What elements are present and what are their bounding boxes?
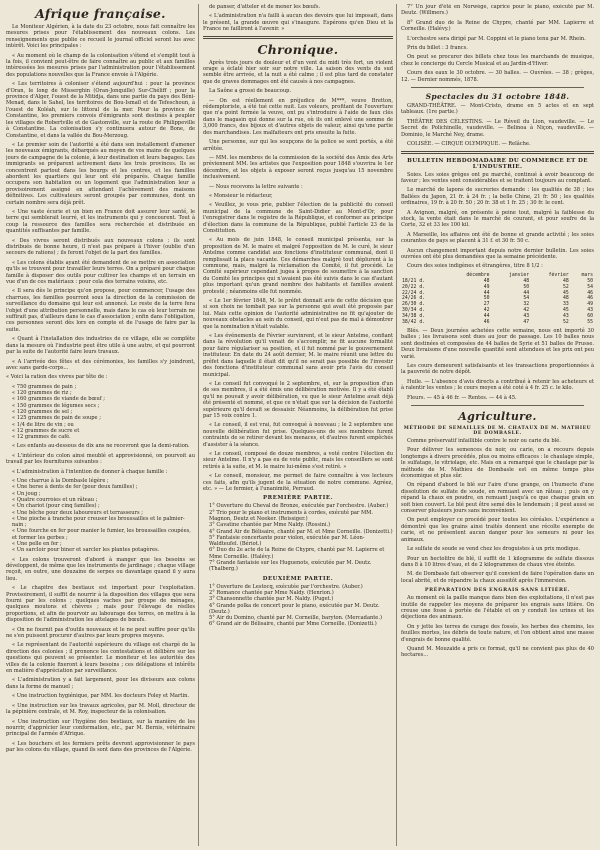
column-header: février <box>548 272 569 278</box>
paragraph: « Les colons établis ayant été demandent de se mettre en association qu'ils se trouvent pour travailler leurs terres. On a préparé pour chaque famille à disposer des outils pour cultiver les champs et un terrain en vue d'un de ces matériaux : pour cela des terrains voisins, etc. <box>6 259 195 286</box>
paragraph: — Nous recevons la lettre suivante : <box>209 183 303 190</box>
table-cell: 44 <box>523 290 530 296</box>
paragraph: Au moment où la paille manque dans bien des exploitations, il n'est pas inutile de rappeler les moyens de préparer les engrais sans litière. On creuse une fosse à portée de l'étable et on y conduit les urines et les déjections des animaux. <box>401 595 594 621</box>
spectacles-title: Spectacles du 31 octobre 1848. <box>425 92 570 102</box>
list-item: « 125 grammes de pain de soupe ; <box>12 415 101 422</box>
table-cell: 24/26 d. <box>402 296 426 302</box>
paragraph: « Veuillez, je vous prie, publier l'élection de la publicité du conseil municipal de la commune de Saint-Didier au Mont-d'Or, pour l'enregistrer dans le registre de la République, et conformer au principe d'élection dans la commune de la République, publié l'article 23 de la Constitution. <box>203 202 393 234</box>
paragraph: 7° Un jour d'été en Norwège, caprice pour le piano, exécuté par M. Deutz. (Willmers.) <box>401 4 594 17</box>
column-right <box>401 4 594 846</box>
list-item: 6° Duo du 2e acte de la Reine de Chypre, chanté par M. Lapierre et Mme Corneille. (Halévy.) <box>209 547 385 560</box>
paragraph: « Au moment où le champ de la colonisation s'étend et s'emplit tout à la fois, il convient peut-être de faire connaître au public et aux familles intéressées les mesures prises par l'administration pour l'établissement des populations nouvelles que la France envoie à l'Algérie. <box>6 52 195 78</box>
list-item: « Un chariot (pour cinq familles) ; <box>12 503 100 510</box>
paragraph: Une personne, sur qui les soupçons de la police se sont portés, a été arrêtée. <box>203 139 393 152</box>
ration-list <box>6 384 195 441</box>
paragraph: « Une instruction sur les travaux agricoles, par M. Moll, directeur de la pépinière centrale, et M. Roy, inspecteur de la colonisation. <box>6 702 195 716</box>
paragraph: GRAND-THÉÂTRE. — Mont-Cristo, drame en 5 actes et en sept tableaux. (1re partie.) <box>401 103 594 116</box>
paragraph: Quand M. Mouzaïde a pris ce format, qu'il ne convient pas plus de 40 hectares... <box>401 645 594 659</box>
column-rule <box>396 4 397 846</box>
list-item: 5° Fantaisie concertante pour violon, exécutée par M. Léon-Waldteufel. (Bériot.) <box>209 534 365 548</box>
list-item: 2° Romance chantée par Mme Naldy. (Henrion.) <box>209 589 334 596</box>
divider <box>411 405 584 406</box>
list-item: « 12 grammes de sucre et <box>12 427 80 434</box>
paragraph: Le marché de lapons de sucreries demande : les qualités de 38 ; les Ballées du Japon, 21 fr. à 24 fr. ; la belle Chine, 21 fr. 50 ; les qualités ordinaires, 19 fr. à 20 fr. 50 ; 20 fr. 38 et 1 fr. 25 ; 30 fr. le cent. <box>401 187 594 207</box>
list-item: 3° Chansonnette chantée par M. Naldy. (Puget.) <box>209 596 334 603</box>
paragraph: On peut employer ce procédé pour toutes les céréales. L'expérience a démontré que les grains ainsi traités donnent une récolte exempte de carie, et ne présentent aucun danger pour les semeurs ni pour les animaux. <box>401 517 594 543</box>
prep-subtitle: PRÉPARATION DES ENGRAIS SANS LITIÈRE. <box>424 587 571 594</box>
paragraph: Soies. Les soies grèges ont pu marché, continué à avoir beaucoup de faveur ; les ventes sont considérables et se traitent toujours au comptant. <box>401 171 594 184</box>
article-body <box>401 172 594 270</box>
paragraph: « Une instruction sur l'hygiène des bestiaux, sur la manière de les nourrir, d'apprécier leur conformation, etc., par M. Bernis, vétérinaire principal de l'armée d'Afrique. <box>6 718 195 738</box>
paragraph: A Avignon, malgré, on présente à peine tout, malgré la faiblesse du stock, la vente était dans le marché de courant, et pour soufre de la Corte, 32 et 33 les 100 kil. <box>401 209 594 229</box>
paragraph: « Les territoires à coloniser s'étend aujourd'hui : pour la province d'Oran, le long de Misserghin (Oran-Jonquille) Sur-Chéliff ; pour la province d'Alger, l'ouest de la Mitidja, dans une partie du pays des Béni-Menad, dans le Sahel, les territoires de Bou-Ismaïl et de Tefeschoun, à l'ouest de Koléah, sur le littoral de la mer. Pour la province de Constantine, les premiers convois d'émigrants sont destinés à peupler les villages de Robertville et de Gastonville, sur la route de Philippeville à Constantine. La colonisation s'y continuera autour de Bone, de Constantine, et dans la vallée du Bou-Merzoug. <box>6 81 195 139</box>
list-item: 2° Trio pour le piano et instruments à cordes, exécuté par MM. Magnon, Deutz et Neeker. (Reissiger.) <box>209 509 373 522</box>
section-title-agriculture: Agriculture. <box>458 410 537 423</box>
list-item: « Une fourche en fer pour manier le fumier, les broussailles coupées, et former les gerbes ; <box>12 528 191 541</box>
paragraph: « Une instruction hygiénique, par MM. les docteurs Foley et Martin. <box>12 693 189 700</box>
paragraph: Le sulfate de soude se vend chez les droguistes à un prix modique. <box>407 546 580 553</box>
paragraph: « Une vaste écurie et un bien en France doit assurer leur santé, le terre qui semblerait leurré, et les instruments qui y concourent. Tout à coup la ressource des familles sera recherchée et distribuée en quantités suffisantes par famille. <box>6 208 195 235</box>
table-cell: 48 <box>523 278 530 284</box>
list-item: « Quatre courroies et un râteau ; <box>12 496 98 503</box>
column-rule <box>198 4 199 846</box>
table-cell: 44 <box>483 314 490 320</box>
table-cell: 42 <box>483 308 490 314</box>
column-header: janvier <box>508 272 530 278</box>
table-cell: 43 <box>523 314 530 320</box>
paragraph: THÉÂTRE DES CÉLESTINS. — Le Réveil du Lion, vaudeville. — Le Secret de Polichinelle, vaudeville. — Belinoa à Niçon, vaudeville. — Dominio, le Marché Ney, drame. <box>401 118 594 138</box>
paragraph: Huile. — L'absence d'avis directs a contribué à retenir les acheteurs et à ralentir les ventes ; le cours moyen a été coté à 4 fr. 25 c. le kilo. <box>401 378 594 392</box>
paragraph: On peut se procurer des billets chez tous les marchands de musique, chez le concierge du Cercle Musical et au Jardin-d'Hiver. <box>401 54 594 67</box>
paragraph: « Monsieur le rédacteur, <box>209 192 273 199</box>
table-cell: 38/42 d. <box>402 320 426 326</box>
table-cell: 50 <box>523 284 530 290</box>
list-item: « 150 grammes de légumes secs ; <box>12 402 100 409</box>
paragraph: « Le 1er février 1848, M. le préfet donnait avis de cette décision que si son choix ne tombait pas sur la personne qui avait été proposée par lui. Mais cette opinion de l'autorité administrative ne fit qu'ajouter de nouveaux obstacles au sein du conseil, qui n'eut pas de mal à démontrer que la nomination n'était valable. <box>203 298 393 330</box>
list-item: 4° Grande polka de concert pour le piano, exécutée par M. Deutz. (Deutz.) <box>209 602 380 615</box>
table-cell: 34/38 d. <box>402 314 426 320</box>
spectacles-list <box>401 103 594 147</box>
list-item: 1° Ouverture de Lestocq, exécutée par l'orchestre. (Auber.) <box>209 583 363 590</box>
list-item: « 160 grammes de viande de bœuf ; <box>12 396 106 403</box>
list-item: 5° Air du Domino, chanté par M. Corneille, baryton. (Mercadante.) <box>209 615 382 622</box>
article-body <box>401 438 594 584</box>
table-cell: 44 <box>483 290 490 296</box>
list-item: « Une pelle en fer ; <box>12 540 62 547</box>
paragraph: « Le conseil, monsieur, me permet de faire connaître à vos lecteurs ces faits, afin qu'ils jugent de la situation de notre commune. Agréez, etc. » — Le fermier, à l'unanimité, Perraud. <box>203 473 393 492</box>
paragraph: Après trois jours de douleur et d'un vent du midi très fort, un violent orage a éclaté hier soir sur notre ville. La saison des vents du sud semble être arrivée, et la nuit a été calme ; il est plus tard de constater que de graves dommages ont été causés à nos campagnes. <box>203 59 393 85</box>
paragraph: « Quant à l'installation des industries de ce village, elle se complète dans la mesure où l'industrie peut être utile à une autre, et qui pourront par la suite de l'autorité faire leurs travaux. <box>6 336 195 356</box>
table-cell: 45 <box>563 308 569 314</box>
section-title-chronique: Chronique. <box>257 41 339 57</box>
paragraph: « Les colons trouveront d'abord à manger que les besoins se développent, de même que les instruments de jardinage ; chaque village reçoit, en outre, une douzaine de serpes ou davantage quand il y aura lieu. <box>6 556 195 582</box>
equipment-list <box>6 478 195 554</box>
bulletin-title: BULLETIN HEBDOMADAIRE DU COMMERCE ET DE L'INDUSTRIE. <box>407 157 588 170</box>
paragraph: « L'administration n'a failli à aucun des devoirs que lui imposait, dans le présent, la grande œuvre qui s'inaugure. Espérons qu'en Dieu et la France ne failliront à l'avenir. » <box>203 13 393 33</box>
table-cell: 20/22 d. <box>402 284 426 290</box>
program-part-2-heading: DEUXIÈME PARTIE. <box>262 575 334 582</box>
paragraph: M. de Dombasle fait observer qu'il convient de faire l'opération dans un local abrité, et de répandre la chaux aussitôt après l'immersion. <box>401 571 594 584</box>
column-left <box>6 4 195 846</box>
paragraph: Le Moniteur Algérien, à la date du 23 octobre, nous fait connaître les mesures prises pour l'établissement des nouveaux colons. Les renseignements que publie ce recueil le journal officiel seront lus avec intérêt. Voici les principales : <box>6 24 195 50</box>
table-cell: 26/30 d. <box>402 302 426 308</box>
table-cell: 47 <box>523 320 530 326</box>
table-cell: 50 <box>587 278 593 284</box>
list-item: 7° Grande fantaisie sur les Huguenots, exécutée par M. Deutz. (Thalberg.) <box>209 560 372 573</box>
table-cell: 48 <box>563 278 569 284</box>
list-item: « Une pioche à tranche pour creuser les broussailles et le palmier-nain ; <box>12 515 185 529</box>
list-item: « Une bêche pour deux laboureurs et terrasseurs ; <box>12 509 143 516</box>
paragraph: « Au mois de juin 1848, le conseil municipal présenta, sur la proposition de M. le maire et malgré l'opposition de M. le curé, le sieur Antelme comme candidat aux fonctions d'instituteur communal, dont il remplissait la place vacante. Ces démarches malgré tout déplurent à la commune, mais, malgré la réclamation du Comité, il fut procédé. Le Comité supérieur cependant jugea à propos de soumettre à la sanction du Comité les principes qui n'avaient pas été suivis dans le cas d'autant plus important qu'un grand nombre des habitants et familles avaient protesté ; néanmoins elle fut nommée. <box>203 237 393 295</box>
paragraph: « Il sera dès le principe qu'on propose, pour commencer, l'usage des charrues, les familles pourront sous la direction de la commission de surveillance du domaine qui leur est annoncé. Le reste de la terre fera l'objet d'une attribution personnelle, mais dans le cas où leur terrain ne suffirait pas, d'ailleurs dans le cas d'association ; enfin dans l'obligation, ces personnes seront dès lors en compte et de l'usage de faire par la suite. <box>6 288 195 333</box>
ration-intro: « Voici la ration des vivres par tête de : <box>6 374 108 381</box>
divider <box>401 151 594 154</box>
table-cell: 45 <box>563 290 569 296</box>
table-cell: 54 <box>587 284 593 290</box>
table-cell: 33 <box>563 302 569 308</box>
article-body <box>401 4 594 83</box>
paragraph: « Le chapitre des bestiaux est important pour l'exploitation. Provisoirement, il suffit de nourrir à la disposition des villages que sera fourni par les colons ; quelques vaches par groupe de ménages, quelques moutons et chèvres ; mais pour l'élevage de réelles proportions, et afin de pourvoir au labourage des terres, on mettra à la disposition de l'administration les attelages de bœufs. <box>6 585 195 624</box>
paragraph: Fleurs. — 45 à 46 fr. — Rentes. — 44 à 45. <box>407 394 517 401</box>
column-header: décembre <box>466 272 490 278</box>
table-cell: 32 <box>523 302 530 308</box>
program-part-1-heading: PREMIÈRE PARTIE. <box>262 495 334 502</box>
paragraph: « Les enfants au-dessous de dix ans ne recevront que la demi-ration. <box>12 443 190 450</box>
paragraph: Pour délivrer les semences du noir, ou carie, on a recours depuis longtemps à divers procédés, plus ou moins efficaces : le chaulage simple, le sulfatage, le vitriolage, etc. Mais on a remarqué que le chaulage par la méthode de M. Mathieu de Dombasle est en même temps plus économique et plus sûr. <box>401 447 594 480</box>
list-item: 6° Grand air de Bélisaire, chanté par Mme Corneille. (Donizetti.) <box>209 621 377 628</box>
paragraph: de panser, d'atteler et de mener les bœufs. <box>209 4 321 10</box>
table-cell: 55 <box>587 320 593 326</box>
paragraph: La Saône a grossi de beaucoup. <box>209 88 292 95</box>
paragraph: Comme préservatif infaillible contre le noir ou carie du blé. <box>407 438 561 444</box>
section-title-afrique: Afrique française. <box>35 6 166 21</box>
paragraph: Pour un hectolitre de blé, il suffit de 1 kilogramme de sulfate dissous dans 8 à 10 litres d'eau, et de 2 kilogrammes de chaux vive éteinte. <box>401 555 594 568</box>
table-cell: 46 <box>483 320 490 326</box>
paragraph: Les cours demeurent satisfaisants et les transactions proportionnées à la pauvreté de notre dépôt. <box>401 362 594 376</box>
table-cell: 48 <box>483 278 490 284</box>
paragraph: — MM. les membres de la commission de la société des Amis des Arts préviennent MM. les artistes que l'exposition pour 1848 s'ouvrira le 1er décembre, et les objets à exposer seront reçus jusqu'au 15 novembre inclusivement. <box>203 154 393 181</box>
table-cell: 54 <box>523 296 530 302</box>
table-row <box>401 320 594 326</box>
article-body <box>401 328 594 401</box>
paragraph: « Le conseil, composé de douze membres, a voté contre l'élection du sieur Antelme. Il n'y a pas eu de vote public, mais les conseillers se sont retirés à la suite, et M. le maire lui-même s'est retiré. » <box>203 450 393 470</box>
paragraph: COLISÉE. — CIRQUE OLYMPIQUE. — Relâche. <box>407 141 531 148</box>
list-item: « 120 grammes de riz ; <box>12 390 72 397</box>
table-cell: 52 <box>563 284 569 290</box>
list-item: « Une charrue à la Dombasle légère ; <box>12 478 109 485</box>
paragraph: 8° Grand duo de la Reine de Chypre, chanté par MM. Lapierre et Corneille. (Halévy.) <box>401 19 594 33</box>
table-cell: 46 <box>587 290 593 296</box>
table-cell: 52 <box>563 320 569 326</box>
table-cell: 27 <box>483 302 490 308</box>
list-item: 1° Ouverture du Cheval de Bronze, exécutée par l'orchestre. (Auber.) <box>209 503 389 510</box>
paragraph: Prix du billet : 3 francs. <box>407 45 468 52</box>
paragraph: On y jette les terres de curage des fossés, les herbes des chemins, les feuilles mortes, les débris de toute nature, et l'on obtient ainsi une masse d'engrais de bonne qualité. <box>401 623 594 643</box>
table-cell: 60 <box>587 314 593 320</box>
list-item: 4° Grand Air de Bélisaire, chanté par M. et Mme Corneille. (Donizetti.) <box>209 528 393 535</box>
paragraph: « On ne fournit pas d'outils nouveaux et le ne peut suffire pour qu'ils ne s'en puissent procurer d'autres par leurs propres moyens. <box>6 626 195 640</box>
table-cell: 50 <box>483 296 490 302</box>
table-cell: 42 <box>523 308 530 314</box>
table-cell: 46 <box>587 296 593 302</box>
paragraph: « Les bouchers et les fermiers prêts devront approvisionner le pays par les colons du village, quand ils sont dans des provinces de l'Algérie. <box>6 740 195 754</box>
article-body <box>6 24 195 371</box>
list-item: « Une herse à dents de fer (pour deux familles) ; <box>12 484 138 491</box>
paragraph: « A l'arrivée des fêtes et des cérémonies, les familles s'y joindront, avec sans garde-corps... <box>6 358 195 371</box>
article-body <box>401 595 594 659</box>
column-middle <box>203 4 393 846</box>
paragraph: On répand d'abord le blé sur l'aire d'une grange, on l'humecte d'une dissolution de sulfate de soude, en remuant avec un râteau ; puis on y répand la chaux en poudre, en remuant jusqu'à ce que chaque grain en soit bien couvert. Le blé peut être semé dès le lendemain ; il peut aussi se conserver plusieurs jours sans inconvénient. <box>401 482 594 515</box>
list-item: 3° Cavatine chantée par Mme Naldy. (Rossini.) <box>209 522 331 529</box>
paragraph: « Des vivres seront distribués aux nouveaux colons : ils sont distribués de bonne heure, il n'est pas préparé à l'hiver (oublie d'un secours de rations) ; ils feront l'objet de la part des familles. <box>6 237 195 257</box>
divider <box>411 87 584 88</box>
paragraph: « Le représentant de l'autorité supérieure du village est chargé de la direction des colonies ; il prononce les contestations et délibère sur les questions qui peuvent se présenter. Le moniteur et les autorités des villes de la colonie fixeront à leurs besoins ; ces délégations et intérêts en matière d'appréciation par surveillance. <box>6 642 195 675</box>
paragraph: Blés. — Deux journées achetées cette semaine, nous ont importé 30 balles ; les livraisons sont dues au jour de passage. Les 10 balles nous sont destinées et composées de 44 balles de Syrie et 51 balles de Prusse. Deux livraisons d'une nouvelle quantité sont attendues et les prix ont peu varié. <box>401 327 594 360</box>
divider <box>203 36 393 39</box>
article-body <box>6 557 195 754</box>
list-item: « 12 grammes de café. <box>12 434 71 441</box>
table-cell: 43 <box>563 314 569 320</box>
paragraph: A Marseille, les affaires ont été de bonne et grande activité ; les soies courantes de pays se placent à 31 f. et 30 fr. 50 c. <box>401 231 594 245</box>
list-item: « 120 grammes de sel ; <box>12 408 73 415</box>
table-cell: 22/24 d. <box>402 290 426 296</box>
paragraph: « Le conseil fut convoqué le 2 septembre, et, sur la proposition d'un de ses membres, il a été émis une délibération motivée. Il y a été établi qu'il ne pouvait y avoir délibération, vu que le sieur Antelme avait déjà été présenté et nommé, et que ce n'était que sur la décision de l'autorité supérieure qu'il devait se dessaisir. Néanmoins, la délibération fut prise par 15 voix contre 1. <box>203 380 393 419</box>
list-item: « 750 grammes de pain ; <box>12 383 77 390</box>
table-cell: 49 <box>587 302 593 308</box>
paragraph: « L'administration y a fait largement, pour les diviseurs aux colons dans la forme de manuel ; <box>6 677 195 690</box>
silk-rates-table <box>401 273 594 326</box>
paragraph: Cours des soies indigènes et étrangères, titre 8 1/2 : <box>407 263 543 270</box>
concert-program-list <box>203 503 393 572</box>
paragraph: — On est réellement en préjudice de M***, veuve Bretton, rédemptoriste, a été tué cette nuit. Les voleurs, profitant de l'ouverture que n'a point fermée la veuve, ont pu s'introduire à l'aide de faux clés dans le magasin qui donne sur la rue, où ils ont enlevé une somme de 3,000 francs, des bijoux et d'autres objets de valeur, ainsi qu'une partie des marchandises. Les malfaiteurs ont pris ensuite la fuite. <box>203 97 393 136</box>
table-cell: 48 <box>563 296 569 302</box>
list-item: « Un sarcloir pour biner et sarcler les plantes potagères. <box>12 547 160 554</box>
concert-program-list <box>203 584 393 628</box>
table-cell: 30/34 d. <box>402 308 426 314</box>
article-body <box>203 60 393 493</box>
list-item: « 1/4 de litre de vin ; ou <box>12 421 74 428</box>
paragraph: Aucun changement important depuis notre dernier bulletin. Les soies ouvrées ont été plus demandées que la semaine précédente. <box>401 247 594 260</box>
table-cell: 43 <box>587 308 593 314</box>
paragraph: « Le premier soin de l'autorité a été dans son installement d'amener les nouveaux émigrants, débarqués au moyen de vos mains de quelques jours de campagne de la colonie, à leur destination et leurs bagages. Les immigrants se préparent activement dans les trois provinces. Ils se concentrent partout dans les bourgs et les centres, et les familles abordent les quartiers qui leur ont été préparés. Chaque famille occupera son habitation ou un logement que l'administration leur a provisoirement assigné en attendant l'achèvement des maisons définitives. Les cultivateurs seront groupés par communes, dont un certain nombre sera déjà prêt. <box>6 141 195 206</box>
article-body <box>203 4 393 33</box>
paragraph: « Les événements de Février survinrent, et le sieur Antelme, confiant dans la révolution qu'il venait de s'accomplir, ne fit aucune formalité pour faire régulariser sa position, et il fut nommé par le gouvernement instituteur. En date du 24 août dernier, M. le maire réunit une lettre du préfet dans laquelle il était dit qu'il ne serait pas possible de l'investir des fonctions d'instituteur communal sans avoir pris l'avis du conseil municipal. <box>203 333 393 378</box>
paragraph: Cours des eaux le 30 octobre. — 30 balles. — Ouvrées. — 38 ; grèges, 12. — Dernier nommés, 1878. <box>401 70 594 83</box>
column-header: mars <box>581 272 593 278</box>
paragraph: « L'administration à l'intention de donner à chaque famille : <box>12 468 168 475</box>
table-cell: 18/21 d. <box>402 278 426 284</box>
list-item: « Un joug ; <box>12 490 41 497</box>
agriculture-subtitle: MÉTHODE DE SEMAILLES DE M. CHATAUX DE M. MATHIEU DE DOMBASLE. <box>403 426 592 436</box>
table-cell: 49 <box>483 284 490 290</box>
paragraph: L'orchestre sera dirigé par M. Coppini et le piano tenu par M. Rhein. <box>407 35 586 42</box>
article-body <box>6 443 195 475</box>
paragraph: « Le conseil, il est vrai, fut convoqué à nouveau ; le 2 septembre une nouvelle délibération fut prise. Quelques-uns de ses membres furent contraints de se retirer devant les menaces, et d'autres furent empêchés d'assister à la séance. <box>203 422 393 448</box>
paragraph: « L'intérieur du colon ainsi meublé et approvisionné, on pourvoit au travail par les fournitures suivantes : <box>6 452 195 466</box>
